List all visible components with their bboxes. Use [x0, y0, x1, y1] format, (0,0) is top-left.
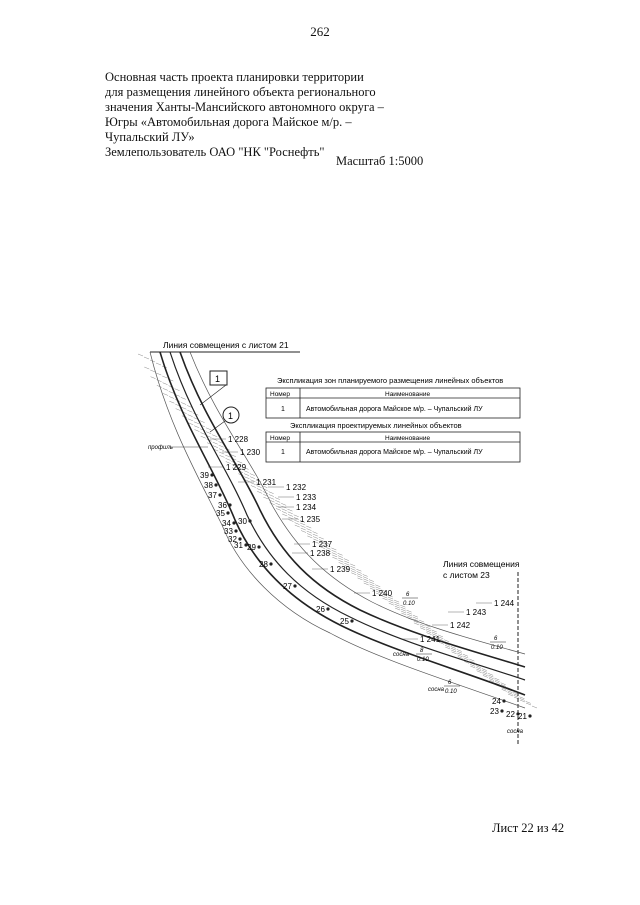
boundary-point — [210, 473, 213, 476]
hatch-stroke — [420, 626, 425, 628]
boundary-point — [350, 619, 353, 622]
hatch-stroke — [338, 558, 343, 560]
hatch-stroke — [414, 623, 419, 625]
hatch-stroke — [420, 628, 425, 630]
boundary-point-labels — [200, 471, 532, 721]
boundary-point — [226, 511, 229, 514]
hatch-stroke — [445, 645, 450, 647]
boundary-point-label: 27 — [283, 582, 292, 591]
hatch-stroke — [176, 409, 181, 411]
hatch-stroke — [357, 578, 362, 580]
hatch-stroke — [188, 419, 193, 421]
header-line: для размещения линейного объекта регионального — [105, 85, 376, 99]
hatch-stroke — [295, 525, 300, 527]
hatch-stroke — [313, 534, 318, 536]
hatch-stroke — [394, 600, 399, 602]
hatch-stroke — [313, 532, 318, 534]
hatch-stroke — [401, 613, 406, 615]
hatch-stroke — [270, 503, 275, 505]
boundary-point-label: 36 — [218, 501, 227, 510]
hatch-stroke — [275, 503, 280, 505]
hatch-stroke — [413, 615, 418, 617]
hatch-stroke — [213, 442, 218, 444]
hatch-stroke — [407, 610, 412, 612]
hatch-stroke — [187, 410, 192, 412]
hatch-stroke — [338, 560, 343, 562]
hatch-stroke — [226, 458, 231, 460]
hatch-stroke — [395, 606, 400, 608]
boundary-point — [257, 545, 260, 548]
hatch-stroke — [194, 430, 199, 432]
boundary-point — [228, 503, 231, 506]
hatch-stroke — [288, 517, 293, 519]
svg-text:6: 6 — [406, 592, 410, 598]
hatch-stroke — [401, 607, 406, 609]
hatch-stroke — [350, 566, 355, 568]
boundary-point-label: 32 — [228, 535, 237, 544]
hatch-stroke — [413, 617, 418, 619]
marker-circle-label: 1 — [228, 411, 234, 421]
hatch-stroke — [307, 531, 312, 533]
object-table-header: Номер — [270, 435, 291, 442]
hatch-stroke — [225, 455, 230, 457]
tree-fraction — [490, 636, 506, 651]
hatch-stroke — [163, 383, 168, 385]
axis-picket-label: 1 235 — [300, 515, 321, 524]
axis-picket-label: 1 237 — [312, 540, 333, 549]
axis-picket-label: 1 243 — [466, 608, 487, 617]
hatch-stroke — [356, 569, 361, 571]
scale-label: Масштаб 1:5000 — [336, 154, 424, 168]
hatch-stroke — [351, 568, 356, 570]
hatch-stroke — [169, 391, 174, 393]
hatch-stroke — [144, 357, 149, 359]
boundary-point — [500, 709, 503, 712]
hatch-stroke — [151, 377, 156, 379]
hatch-stroke — [162, 376, 167, 378]
hatch-stroke — [282, 509, 287, 511]
boundary-point-label: 22 — [506, 710, 515, 719]
hatch-stroke — [156, 373, 161, 375]
hatch-stroke — [269, 497, 274, 499]
sheet-number: Лист 22 из 42 — [492, 821, 565, 835]
hatch-stroke — [351, 571, 356, 573]
hatch-stroke — [383, 598, 388, 600]
hatch-stroke — [389, 601, 394, 603]
side-label: сосна — [428, 687, 444, 693]
boundary-point — [214, 483, 217, 486]
hatch-stroke — [276, 506, 281, 508]
hatch-stroke — [395, 608, 400, 610]
hatch-stroke — [419, 620, 424, 622]
axis-picket-label: 1 242 — [450, 621, 471, 630]
header-line: Чупальский ЛУ» — [105, 130, 195, 144]
hatch-stroke — [357, 574, 362, 576]
boundary-point — [293, 584, 296, 587]
boundary-point — [218, 493, 221, 496]
hatch-stroke — [244, 474, 249, 476]
axis-picket-label: 1 244 — [494, 599, 515, 608]
hatch-stroke — [257, 491, 262, 493]
hatch-stroke — [426, 629, 431, 631]
boundary-point-label: 23 — [490, 707, 499, 716]
hatch-stroke — [244, 477, 249, 479]
match-line-right-label-2: с листом 23 — [443, 570, 490, 580]
axis-picket-label: 1 241 — [420, 635, 441, 644]
axis-picket-label: 1 229 — [226, 463, 247, 472]
hatch-stroke — [407, 612, 412, 614]
hatch-stroke — [251, 483, 256, 485]
hatch-stroke — [363, 574, 368, 576]
hatch-stroke — [194, 426, 199, 428]
boundary-point-label: 39 — [200, 471, 209, 480]
hatch-stroke — [219, 449, 224, 451]
axis-picket-label: 1 231 — [256, 478, 277, 487]
boundary-point — [234, 529, 237, 532]
boundary-point — [326, 607, 329, 610]
hatch-stroke — [206, 428, 211, 430]
hatch-stroke — [276, 508, 281, 510]
hatch-stroke — [181, 397, 186, 399]
hatch-stroke — [289, 520, 294, 522]
hatch-stroke — [257, 489, 262, 491]
boundary-point-label: 26 — [316, 605, 325, 614]
hatch-stroke — [338, 553, 343, 555]
svg-text:0.10: 0.10 — [445, 689, 457, 695]
hatch-stroke — [288, 514, 293, 516]
zone-table-header: Номер — [270, 391, 291, 398]
hatch-stroke — [213, 446, 218, 448]
boundary-point-label: 29 — [247, 543, 256, 552]
hatch-stroke — [457, 649, 462, 651]
axis-picket-label: 1 238 — [310, 549, 331, 558]
hatch-stroke — [451, 648, 456, 650]
match-line-top-label: Линия совмещения с листом 21 — [163, 340, 289, 350]
axis-picket-label: 1 240 — [372, 589, 393, 598]
hatch-stroke — [163, 393, 168, 395]
hatch-stroke — [457, 651, 462, 653]
hatch-stroke — [432, 630, 437, 632]
hatch-stroke — [169, 401, 174, 403]
axis-picket-label: 1 230 — [240, 448, 261, 457]
hatch-stroke — [394, 602, 399, 604]
hatch-stroke — [250, 480, 255, 482]
axis-picket-label: 1 239 — [330, 565, 351, 574]
hatch-stroke — [181, 402, 186, 404]
hatch-stroke — [307, 536, 312, 538]
zone-table-title: Экспликация зон планируемого размещения линейных объектов — [277, 376, 504, 385]
hatch-stroke — [344, 559, 349, 561]
hatch-stroke — [263, 489, 268, 491]
hatch-stroke — [188, 415, 193, 417]
boundary-point-label: 24 — [492, 697, 501, 706]
boundary-point-label: 34 — [222, 519, 231, 528]
hatch-stroke — [306, 526, 311, 528]
hatch-stroke — [451, 646, 456, 648]
hatch-stroke — [363, 577, 368, 579]
hatch-stroke — [420, 624, 425, 626]
hatch-stroke — [350, 564, 355, 566]
hatch-stroke — [138, 354, 143, 356]
hatch-stroke — [294, 515, 299, 517]
header-line: значения Ханты-Мансийского автономного округа – — [105, 100, 384, 114]
hatch-stroke — [301, 528, 306, 530]
hatch-stroke — [201, 436, 206, 438]
object-table-header: Наименование — [385, 435, 431, 442]
hatch-stroke — [338, 556, 343, 558]
hatch-stroke — [426, 631, 431, 633]
object-table-cell: 1 — [281, 449, 285, 456]
hatch-stroke — [169, 396, 174, 398]
axis-picket-label: 1 233 — [296, 493, 317, 502]
boundary-point-label: 30 — [238, 517, 247, 526]
object-table-cell: Автомобильная дорога Майское м/р. – Чупальский ЛУ — [306, 449, 483, 456]
hatch-stroke — [219, 452, 224, 454]
hatch-stroke — [375, 585, 380, 587]
hatch-stroke — [426, 627, 431, 629]
hatch-stroke — [445, 647, 450, 649]
hatch-stroke — [363, 581, 368, 583]
hatch-stroke — [294, 520, 299, 522]
svg-text:6: 6 — [448, 680, 452, 686]
boundary-point-label: 28 — [259, 560, 268, 569]
hatch-stroke — [282, 514, 287, 516]
axis-picket-labels — [208, 435, 515, 644]
hatch-stroke — [288, 512, 293, 514]
header-line: Югры «Автомобильная дорога Майское м/р. – — [105, 115, 352, 129]
hatch-stroke — [357, 571, 362, 573]
hatch-stroke — [332, 557, 337, 559]
hatch-stroke — [332, 550, 337, 552]
hatch-stroke — [369, 580, 374, 582]
hatch-stroke — [157, 380, 162, 382]
hatch-stroke — [444, 640, 449, 642]
boundary-point — [248, 519, 251, 522]
hatch-stroke — [220, 455, 225, 457]
match-line-right-label-1: Линия совмещения — [443, 559, 520, 569]
axis-picket-label: 1 228 — [228, 435, 249, 444]
hatch-stroke — [332, 555, 337, 557]
hatch-stroke — [275, 500, 280, 502]
object-table-title: Экспликация проектируемых линейных объектов — [290, 421, 462, 430]
hatch-stroke — [301, 526, 306, 528]
hatch-stroke — [269, 495, 274, 497]
axis-picket-label: 1 232 — [286, 483, 307, 492]
hatch-stroke — [212, 435, 217, 437]
zone-table — [266, 376, 520, 418]
hatch-stroke — [432, 632, 437, 634]
svg-text:0.10: 0.10 — [417, 657, 429, 663]
svg-text:8: 8 — [420, 648, 424, 654]
boundary-point-label: 33 — [224, 527, 233, 536]
hatch-stroke — [532, 706, 537, 708]
hatch-stroke — [163, 388, 168, 390]
hatch-stroke — [200, 421, 205, 423]
hatch-stroke — [363, 579, 368, 581]
hatch-stroke — [407, 614, 412, 616]
tree-fraction — [402, 592, 418, 607]
hatch-stroke — [332, 553, 337, 555]
svg-text:6: 6 — [494, 636, 498, 642]
hatch-stroke — [351, 573, 356, 575]
zone-table-cell: Автомобильная дорога Майское м/р. – Чупальский ЛУ — [306, 406, 483, 413]
boundary-point — [232, 521, 235, 524]
boundary-point-label: 35 — [216, 509, 225, 518]
marker-square-label: 1 — [215, 374, 221, 384]
hatch-stroke — [388, 599, 393, 601]
hatch-stroke — [395, 604, 400, 606]
hatch-stroke — [331, 548, 336, 550]
page-number: 262 — [310, 24, 330, 39]
side-label: профиль — [148, 445, 173, 451]
hatch-stroke — [295, 523, 300, 525]
hatch-stroke — [281, 503, 286, 505]
hatch-stroke — [307, 534, 312, 536]
object-table — [266, 421, 520, 462]
header-line: Землепользователь ОАО "НК "Роснефть" — [105, 145, 325, 159]
zone-table-header: Наименование — [385, 391, 431, 398]
header-line: Основная часть проекта планировки территории — [105, 70, 364, 84]
svg-text:0.10: 0.10 — [491, 645, 503, 651]
hatch-stroke — [364, 583, 369, 585]
hatch-stroke — [307, 529, 312, 531]
hatch-stroke — [319, 537, 324, 539]
hatch-stroke — [313, 537, 318, 539]
hatch-stroke — [282, 511, 287, 513]
side-label: сосна — [393, 652, 409, 658]
hatch-stroke — [175, 389, 180, 391]
side-label: сосна — [507, 729, 523, 735]
boundary-point-label: 37 — [208, 491, 217, 500]
hatch-stroke — [401, 609, 406, 611]
svg-text:0.10: 0.10 — [403, 601, 415, 607]
boundary-point-label: 38 — [204, 481, 213, 490]
hatch-stroke — [401, 611, 406, 613]
hatch-stroke — [156, 363, 161, 365]
boundary-point — [269, 562, 272, 565]
hatch-stroke — [144, 367, 149, 369]
boundary-point — [528, 714, 531, 717]
hatch-stroke — [287, 509, 292, 511]
hatch-stroke — [194, 422, 199, 424]
hatch-stroke — [357, 576, 362, 578]
boundary-point — [502, 699, 505, 702]
hatch-stroke — [250, 474, 255, 476]
hatch-stroke — [275, 498, 280, 500]
axis-picket-label: 1 234 — [296, 503, 317, 512]
zone-table-cell: 1 — [281, 406, 285, 413]
boundary-point-label: 31 — [234, 541, 243, 550]
hatch-stroke — [250, 477, 255, 479]
boundary-point-label: 25 — [340, 617, 349, 626]
hatch-stroke — [370, 586, 375, 588]
boundary-point-label: 21 — [518, 712, 527, 721]
hatch-stroke — [369, 582, 374, 584]
hatch-stroke — [150, 370, 155, 372]
hatch-stroke — [219, 445, 224, 447]
hatch-stroke — [263, 497, 268, 499]
hatch-stroke — [369, 584, 374, 586]
hatch-stroke — [463, 654, 468, 656]
hatch-stroke — [344, 561, 349, 563]
hatch-stroke — [269, 492, 274, 494]
hatch-stroke — [301, 531, 306, 533]
hatch-stroke — [389, 603, 394, 605]
